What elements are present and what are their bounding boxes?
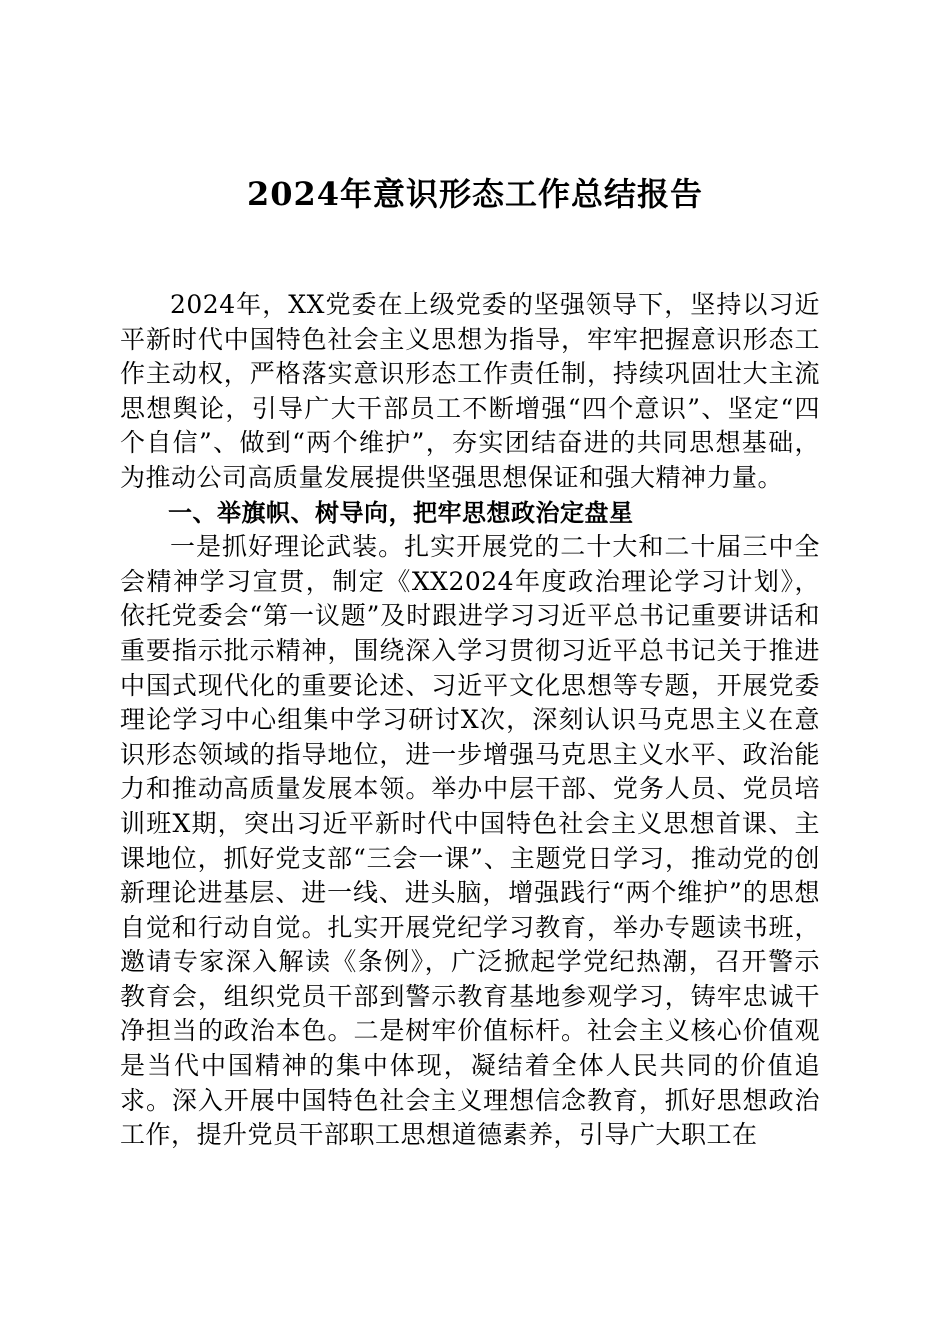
intro-paragraph: 2024年，XX党委在上级党委的坚强领导下，坚持以习近平新时代中国特色社会主义思想为指导，牢牢把握意识形态工作主动权，严格落实意识形态工作责任制，持续巩固壮大主流思想舆论，引导广大干部员工不断增强“四个意识”、坚定“四个自信”、做到“两个维护”，夯实团结奋进的共同思想基础，为推动公司高质量发展提供坚强思想保证和强大精神力量。 — [120, 290, 820, 492]
section-heading: 一、举旗帜、树导向，把牢思想政治定盘星 — [168, 498, 634, 527]
section-paragraph: 一是抓好理论武装。扎实开展党的二十大和二十届三中全会精神学习宣贯，制定《XX2024年度政治理论学习计划》，依托党委会“第一议题”及时跟进学习习近平总书记重要讲话和重要指示批示精神，围绕深入学习贯彻习近平总书记关于推进中国式现代化的重要论述、习近平文化思想等专题，开展党委理论学习中心组集中学习研讨X次，深刻认识马克思主义在意识形态领域的指导地位，进一步增强马克思主义水平、政治能力和推动高质量发展本领。举办中层干部、党务人员、党员培训班X期，突出习近平新时代中国特色社会主义思想首课、主课地位，抓好党支部“三会一课”、主题党日学习，推动党的创新理论进基层、进一线、进头脑，增强践行“两个维护”的思想自觉和行动自觉。扎实开展党纪学习教育，举办专题读书班，邀请专家深入解读《条例》，广泛掀起学党纪热潮，召开警示教育会，组织党员干部到警示教育基地参观学习，铸牢忠诚干净担当的政治本色。二是树牢价值标杆。社会主义核心价值观是当代中国精神的集中体现，凝结着全体人民共同的价值追求。深入开展中国特色社会主义理想信念教育，抓好思想政治工作，提升党员干部职工思想道德素养，引导广大职工在 — [120, 532, 820, 1150]
document-title: 2024年意识形态工作总结报告 — [246, 175, 704, 213]
document-body — [120, 288, 820, 1153]
